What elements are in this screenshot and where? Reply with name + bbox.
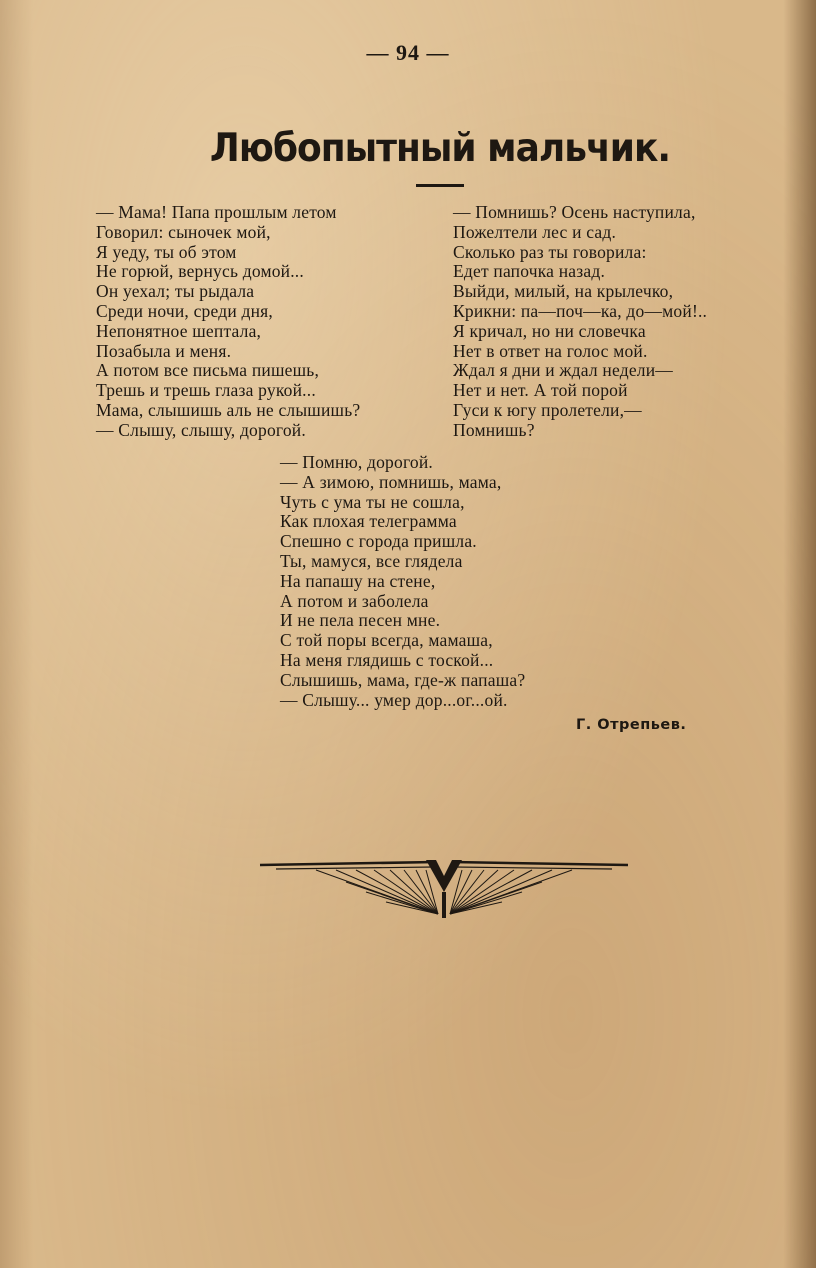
poem-right-column bbox=[453, 203, 707, 441]
poem-line: Не горюй, вернусь домой... bbox=[96, 261, 304, 282]
page-number: — 94 — bbox=[366, 40, 450, 65]
poem-line: На папашу на стене, bbox=[280, 570, 436, 591]
poem-line: Пожелтели лес и сад. bbox=[453, 221, 617, 242]
poem-line: Крикни: па—поч—ка, до—мой!.. bbox=[453, 300, 708, 321]
poem-line: Говорил: сыночек мой, bbox=[96, 221, 271, 242]
poem-line: Трешь и трешь глаза рукой... bbox=[96, 380, 316, 401]
poem-line: На меня глядишь с тоской... bbox=[280, 649, 494, 670]
poem-line: — Помнишь? Осень наступила, bbox=[453, 202, 696, 222]
poem-line: Ждал я дни и ждал недели— bbox=[453, 360, 673, 381]
poem-line: Слышишь, мама, где-ж папаша? bbox=[280, 669, 526, 690]
poem-center-column bbox=[280, 453, 525, 710]
poem-line: Гуси к югу пролетели,— bbox=[453, 399, 642, 420]
poem-line: Ты, мамуся, все глядела bbox=[280, 550, 463, 571]
poem-line: — А зимою, помнишь, мама, bbox=[280, 471, 502, 492]
poem-line: Как плохая телеграмма bbox=[280, 511, 457, 532]
poem-line: С той поры всегда, мамаша, bbox=[280, 630, 493, 651]
poem-line: Нет и нет. А той порой bbox=[453, 380, 628, 401]
poem-left-column bbox=[96, 203, 360, 441]
poem-title: Любопытный мальчик. bbox=[209, 125, 671, 172]
poem-line: Сколько раз ты говорила: bbox=[453, 241, 647, 262]
poem-line: Едет папочка назад. bbox=[453, 261, 606, 282]
poem-line: — Помню, дорогой. bbox=[280, 452, 433, 472]
poem-line: — Слышу, слышу, дорогой. bbox=[96, 419, 306, 440]
poem-line: И не пела песен мне. bbox=[280, 610, 441, 631]
poem-line: Помнишь? bbox=[453, 419, 535, 440]
poem-line: Чуть с ума ты не сошла, bbox=[280, 491, 465, 512]
poem-line: А потом и заболела bbox=[280, 590, 429, 611]
poem-line: А потом все письма пишешь, bbox=[96, 360, 320, 381]
poem-line: Спешно с города пришла. bbox=[280, 531, 477, 552]
poem-line: Среди ночи, среди дня, bbox=[96, 300, 273, 321]
poem-line: Выйди, милый, на крылечко, bbox=[453, 281, 674, 302]
ornament-divider-icon bbox=[256, 852, 632, 926]
author-signature: Г. Отрепьев. bbox=[576, 717, 687, 733]
poem-line: — Мама! Папа прошлым летом bbox=[96, 202, 337, 222]
poem-line: Я уеду, ты об этом bbox=[96, 241, 237, 262]
poem-line: Непонятное шептала, bbox=[96, 320, 262, 341]
poem-line: Я кричал, но ни словечка bbox=[453, 320, 646, 341]
poem-line: Нет в ответ на голос мой. bbox=[453, 340, 648, 361]
poem-line: Мама, слышишь аль не слышишь? bbox=[96, 399, 361, 420]
poem-line: Он уехал; ты рыдала bbox=[96, 281, 255, 302]
poem-line: — Слышу... умер дор...ог...ой. bbox=[280, 689, 508, 710]
title-underline bbox=[416, 184, 464, 187]
poem-line: Позабыла и меня. bbox=[96, 340, 232, 361]
